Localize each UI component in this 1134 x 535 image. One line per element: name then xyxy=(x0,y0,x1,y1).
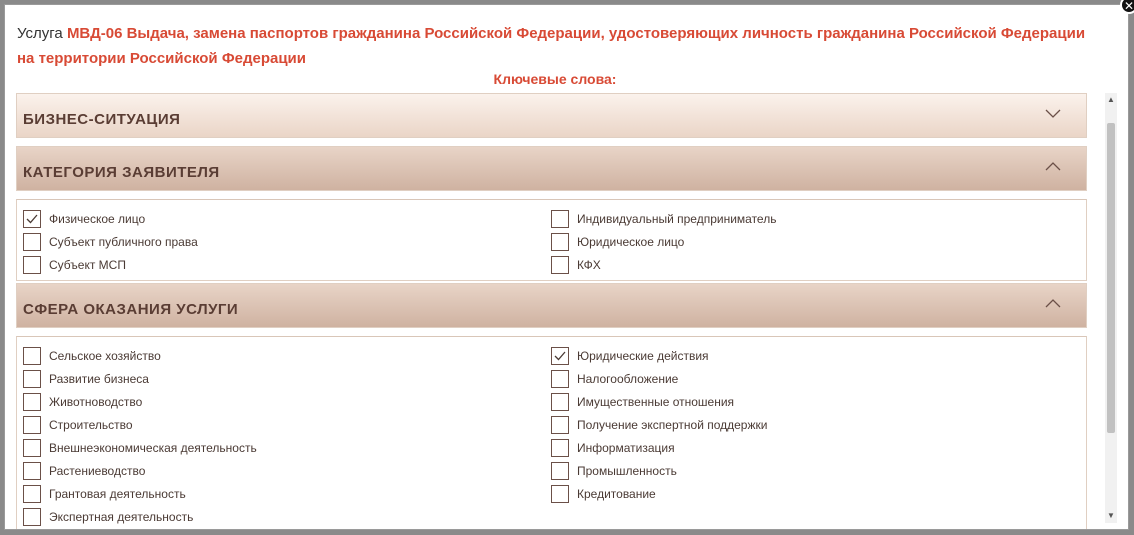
checkbox-label: Юридические действия xyxy=(577,348,709,363)
checkbox-label: Физическое лицо xyxy=(49,211,146,226)
checkbox-label: Сельское хозяйство xyxy=(49,348,161,363)
checkbox-label: Промышленность xyxy=(577,463,677,478)
checkbox-label: Внешнеэкономическая деятельность xyxy=(49,440,257,455)
checkbox[interactable] xyxy=(23,256,41,274)
section-header-0[interactable] xyxy=(16,93,1087,138)
checkbox-item[interactable] xyxy=(23,230,551,253)
checkbox-label: Строительство xyxy=(49,417,133,432)
empty-cell xyxy=(551,505,1079,528)
service-name: МВД-06 Выдача, замена паспортов гражданина Российской Федерации, удостоверяющих личность гражданина Российской Федерации на территории Российской Федерации xyxy=(17,25,1086,67)
checkbox-item[interactable] xyxy=(23,505,551,528)
checkbox-item[interactable] xyxy=(23,390,551,413)
sections-container xyxy=(16,93,1087,530)
checkbox-item[interactable] xyxy=(551,253,1079,276)
checkbox-label: Животноводство xyxy=(49,394,143,409)
checkbox-item[interactable] xyxy=(23,367,551,390)
checkbox[interactable] xyxy=(23,393,41,411)
checkbox-item[interactable] xyxy=(23,413,551,436)
checkbox-item[interactable] xyxy=(551,367,1079,390)
checkbox[interactable] xyxy=(551,393,569,411)
checkbox-checked[interactable] xyxy=(551,347,569,365)
checkbox-item[interactable] xyxy=(551,344,1079,367)
checkbox[interactable] xyxy=(551,256,569,274)
checkbox-label: Получение экспертной поддержки xyxy=(577,417,768,432)
section-panel-2 xyxy=(16,336,1087,530)
checkbox-item[interactable] xyxy=(23,344,551,367)
checkbox-label: Имущественные отношения xyxy=(577,394,735,409)
checkbox-item[interactable] xyxy=(551,390,1079,413)
checkbox[interactable] xyxy=(551,439,569,457)
close-icon[interactable]: ✕ xyxy=(1120,0,1134,14)
checkbox-label: Субъект МСП xyxy=(49,257,126,272)
checkbox-label: Субъект публичного права xyxy=(49,234,198,249)
checkbox-item[interactable] xyxy=(551,459,1079,482)
checkbox-label: Информатизация xyxy=(577,440,675,455)
keywords-label: Ключевые слова: xyxy=(493,71,617,87)
checkbox-label: Индивидуальный предприниматель xyxy=(577,211,777,226)
checkbox[interactable] xyxy=(23,439,41,457)
checkbox-label: Кредитование xyxy=(577,486,656,501)
scroll-up-arrow-icon[interactable]: ▲ xyxy=(1107,95,1115,104)
section-panel-1 xyxy=(16,199,1087,281)
checkbox[interactable] xyxy=(23,462,41,480)
checkbox-item[interactable] xyxy=(551,413,1079,436)
chevron-up-icon[interactable] xyxy=(1044,159,1062,173)
checkbox-item[interactable] xyxy=(23,482,551,505)
section-title: БИЗНЕС-СИТУАЦИЯ xyxy=(23,111,181,128)
checkbox[interactable] xyxy=(551,416,569,434)
checkbox[interactable] xyxy=(551,485,569,503)
checkbox-item[interactable] xyxy=(551,207,1079,230)
checkbox-item[interactable] xyxy=(551,482,1079,505)
scrollbar[interactable] xyxy=(1105,93,1117,523)
checkbox-item[interactable] xyxy=(551,230,1079,253)
checkbox-checked[interactable] xyxy=(23,210,41,228)
scroll-thumb[interactable] xyxy=(1107,123,1115,433)
section-header-1[interactable] xyxy=(16,146,1087,191)
checkbox-label: Развитие бизнеса xyxy=(49,371,149,386)
checkbox[interactable] xyxy=(551,233,569,251)
checkbox[interactable] xyxy=(551,370,569,388)
checkbox-label: Экспертная деятельность xyxy=(49,509,194,524)
checkbox-label: Налогообложение xyxy=(577,371,679,386)
scroll-down-arrow-icon[interactable]: ▼ xyxy=(1107,511,1115,520)
checkbox-item[interactable] xyxy=(23,253,551,276)
checkbox-item[interactable] xyxy=(23,459,551,482)
checkbox-item[interactable] xyxy=(23,436,551,459)
checkbox[interactable] xyxy=(23,416,41,434)
checkbox[interactable] xyxy=(23,508,41,526)
checkbox[interactable] xyxy=(551,210,569,228)
service-modal xyxy=(4,4,1129,530)
checkbox-item[interactable] xyxy=(551,436,1079,459)
checkbox-label: Юридическое лицо xyxy=(577,234,685,249)
service-title xyxy=(17,21,1087,71)
section-header-2[interactable] xyxy=(16,283,1087,328)
checkbox[interactable] xyxy=(23,485,41,503)
checkbox-item[interactable] xyxy=(23,207,551,230)
chevron-up-icon[interactable] xyxy=(1044,296,1062,310)
checkbox-label: КФХ xyxy=(577,257,601,272)
checkbox-label: Растениеводство xyxy=(49,463,146,478)
section-title: КАТЕГОРИЯ ЗАЯВИТЕЛЯ xyxy=(23,164,220,181)
checkbox[interactable] xyxy=(23,370,41,388)
checkbox[interactable] xyxy=(23,233,41,251)
service-prefix: Услуга xyxy=(17,25,63,42)
checkbox[interactable] xyxy=(23,347,41,365)
checkbox[interactable] xyxy=(551,462,569,480)
section-title: СФЕРА ОКАЗАНИЯ УСЛУГИ xyxy=(23,301,239,318)
checkbox-label: Грантовая деятельность xyxy=(49,486,186,501)
chevron-down-icon[interactable] xyxy=(1044,106,1062,120)
